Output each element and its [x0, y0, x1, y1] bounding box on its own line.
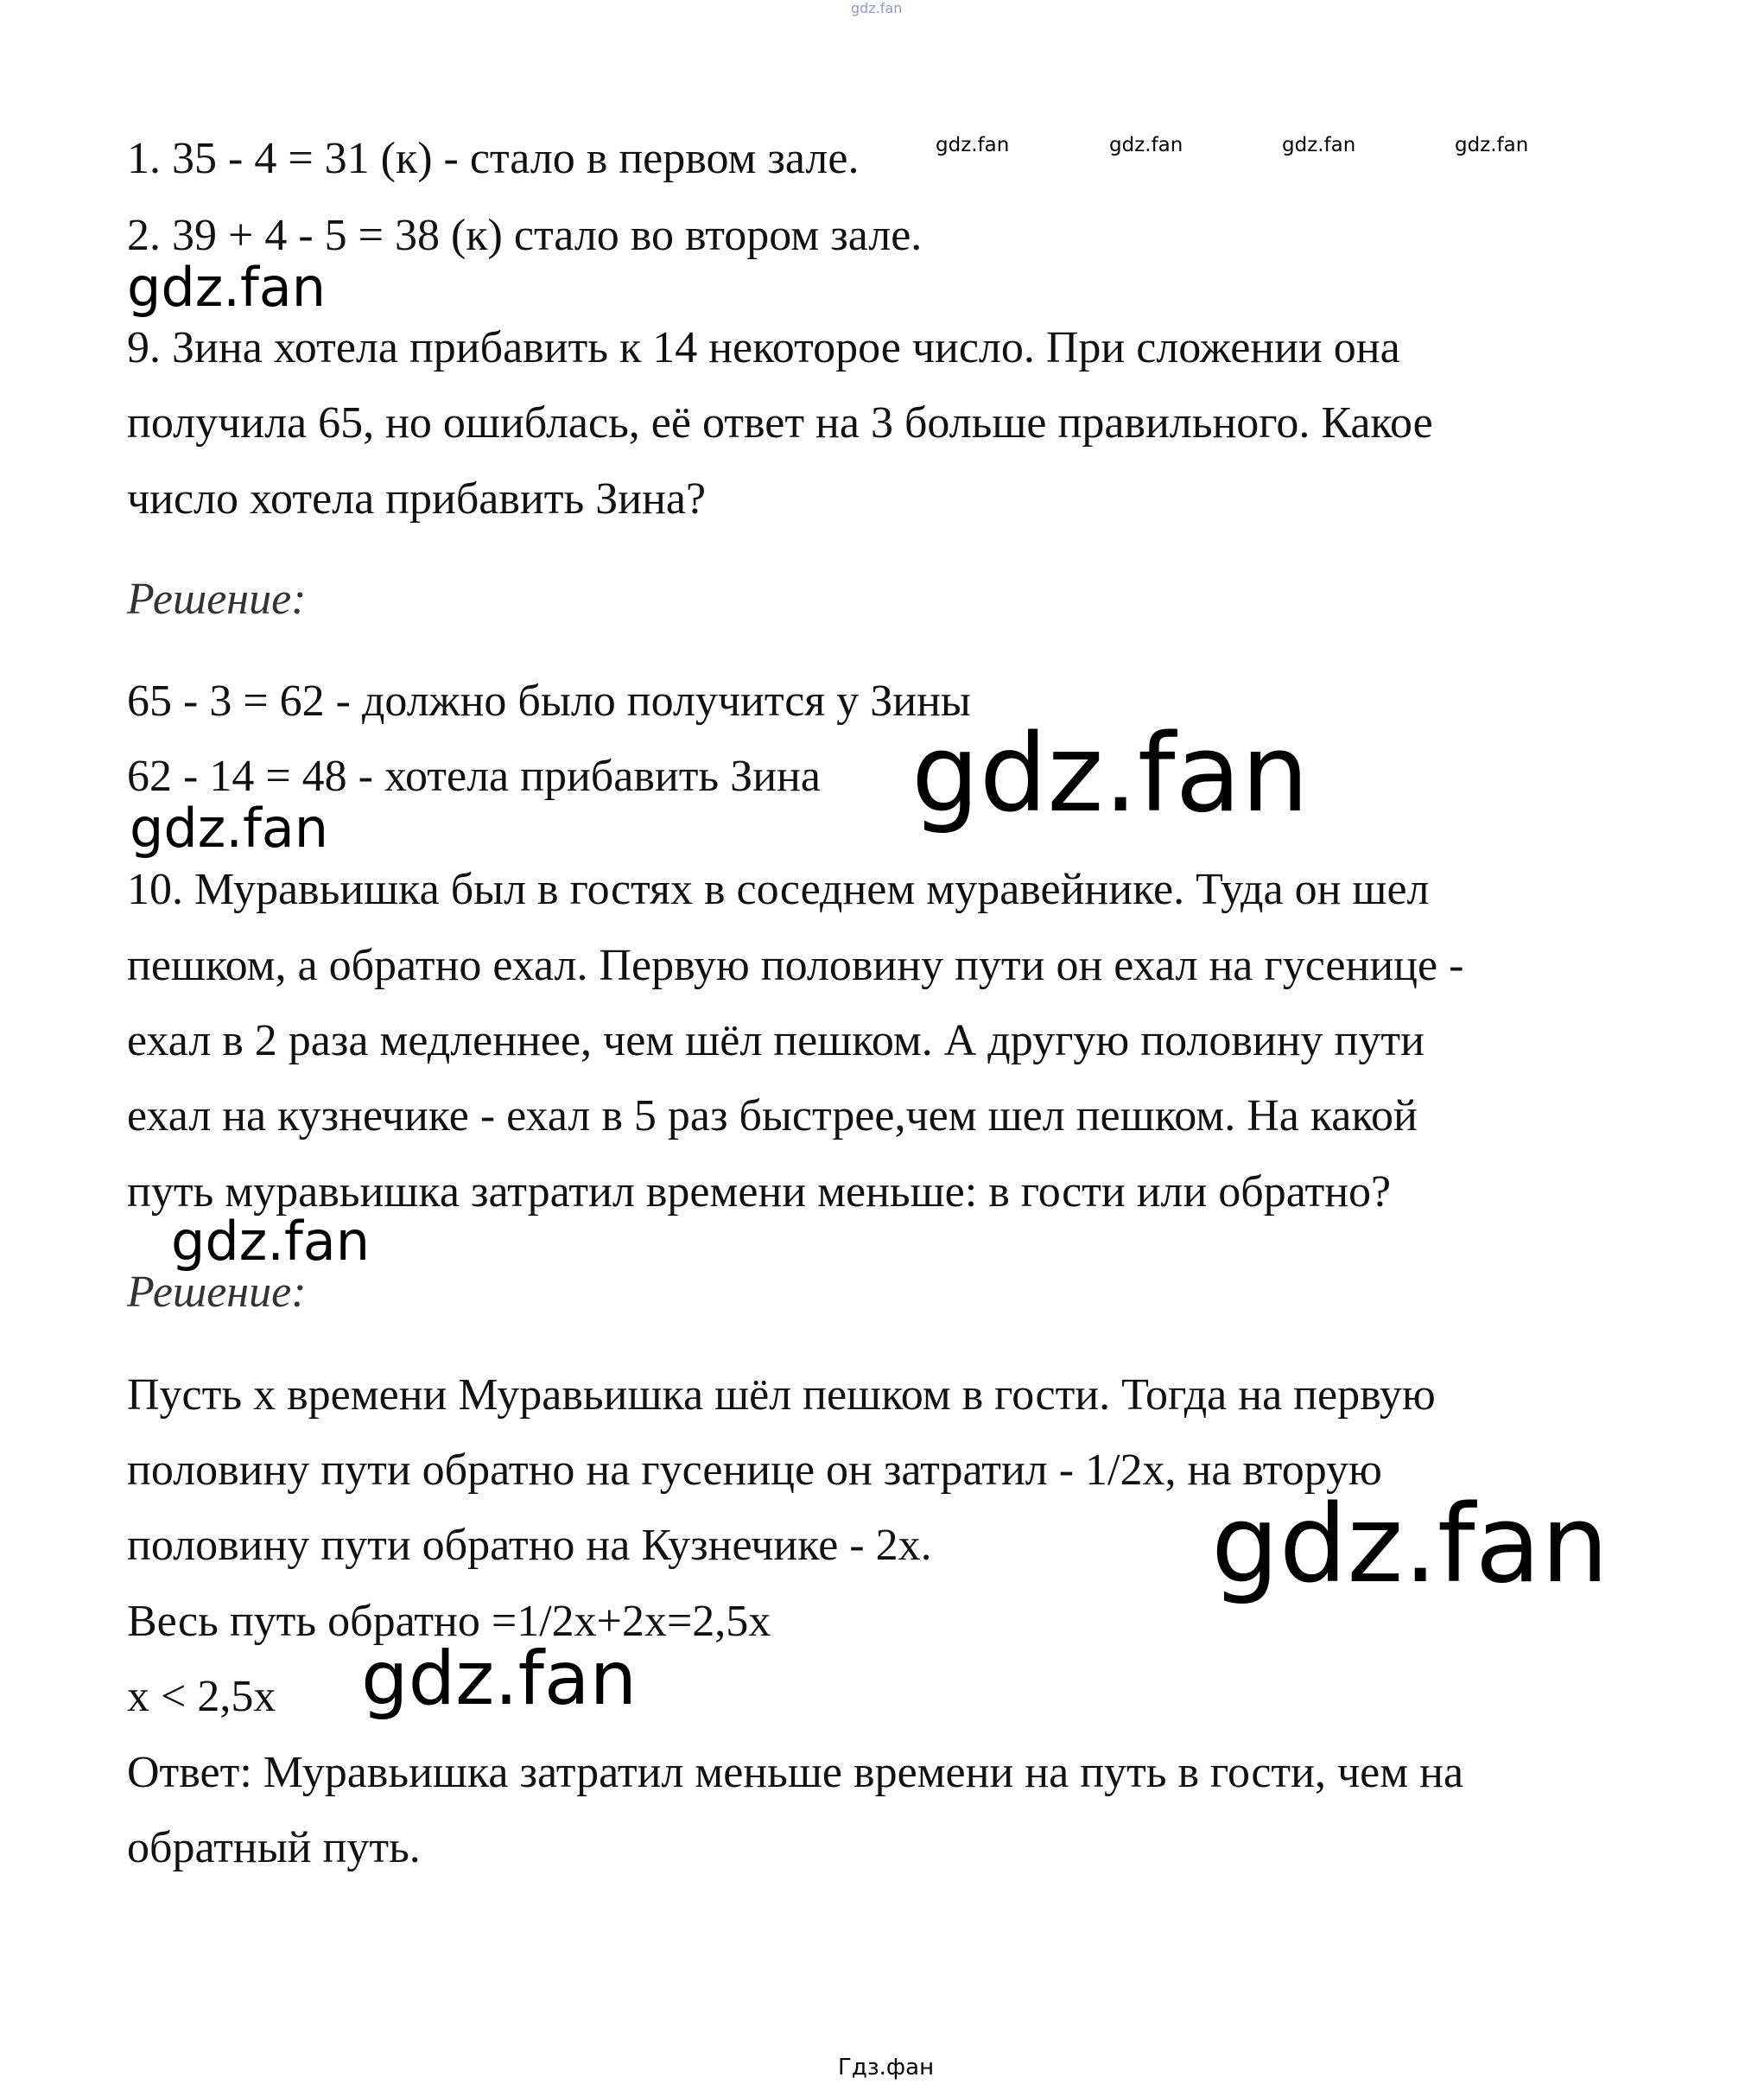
- solution-line-1: 1. 35 - 4 = 31 (к) - стало в первом зале.: [127, 134, 860, 183]
- answer-line-2: обратный путь.: [127, 1823, 421, 1872]
- watermark-bottom: Гдз.фан: [838, 2055, 935, 2081]
- solution-9-line-2: 62 - 14 = 48 - хотела прибавить Зина: [127, 752, 821, 801]
- problem-9-line-2: получила 65, но ошиблась, её ответ на 3 больше правильного. Какое: [127, 398, 1433, 448]
- problem-10-line-5: путь муравьишка затратил времени меньше: в гости или обратно?: [127, 1167, 1392, 1217]
- watermark-row-4: gdz.fan: [1455, 134, 1529, 156]
- solution-9-line-1: 65 - 3 = 62 - должно было получится у Зины: [127, 677, 971, 726]
- solution-heading-9: Решение:: [127, 575, 307, 624]
- watermark-big-1: gdz.fan: [911, 712, 1310, 836]
- watermark-row-3: gdz.fan: [1282, 134, 1356, 156]
- solution-10-line-1: Пусть х времени Муравьишка шёл пешком в гости. Тогда на первую: [127, 1370, 1436, 1420]
- solution-10-line-3: половину пути обратно на Кузнечике - 2х.: [127, 1521, 932, 1570]
- watermark-row-2: gdz.fan: [1109, 134, 1183, 156]
- watermark-mid-1: gdz.fan: [127, 256, 327, 319]
- watermark-mid-3: gdz.fan: [171, 1210, 371, 1273]
- watermark-top: gdz.fan: [851, 0, 903, 16]
- watermark-mid-4: gdz.fan: [361, 1636, 638, 1722]
- problem-10-line-1: 10. Муравьишка был в гостях в соседнем муравейнике. Туда он шел: [127, 865, 1430, 914]
- problem-10-line-4: ехал на кузнечике - ехал в 5 раз быстрее,чем шел пешком. На какой: [127, 1091, 1418, 1140]
- watermark-row-1: gdz.fan: [936, 134, 1010, 156]
- solution-line-2: 2. 39 + 4 - 5 = 38 (к) стало во втором зале.: [127, 211, 923, 260]
- watermark-mid-2: gdz.fan: [130, 797, 329, 860]
- answer-line-1: Ответ: Муравьишка затратил меньше времени на путь в гости, чем на: [127, 1748, 1464, 1797]
- problem-10-line-2: пешком, а обратно ехал. Первую половину пути он ехал на гусенице -: [127, 941, 1464, 990]
- problem-9-line-3: число хотела прибавить Зина?: [127, 474, 707, 524]
- solution-heading-10: Решение:: [127, 1268, 307, 1317]
- solution-10-line-2: половину пути обратно на гусенице он затратил - 1/2х, на вторую: [127, 1445, 1382, 1495]
- problem-9-line-1: 9. Зина хотела прибавить к 14 некоторое число. При сложении она: [127, 323, 1400, 372]
- watermark-big-2: gdz.fan: [1211, 1483, 1609, 1607]
- problem-10-line-3: ехал в 2 раза медленнее, чем шёл пешком. А другую половину пути: [127, 1016, 1425, 1065]
- solution-10-line-5: х < 2,5х: [127, 1672, 276, 1721]
- solution-10-line-4: Весь путь обратно =1/2х+2х=2,5х: [127, 1597, 771, 1646]
